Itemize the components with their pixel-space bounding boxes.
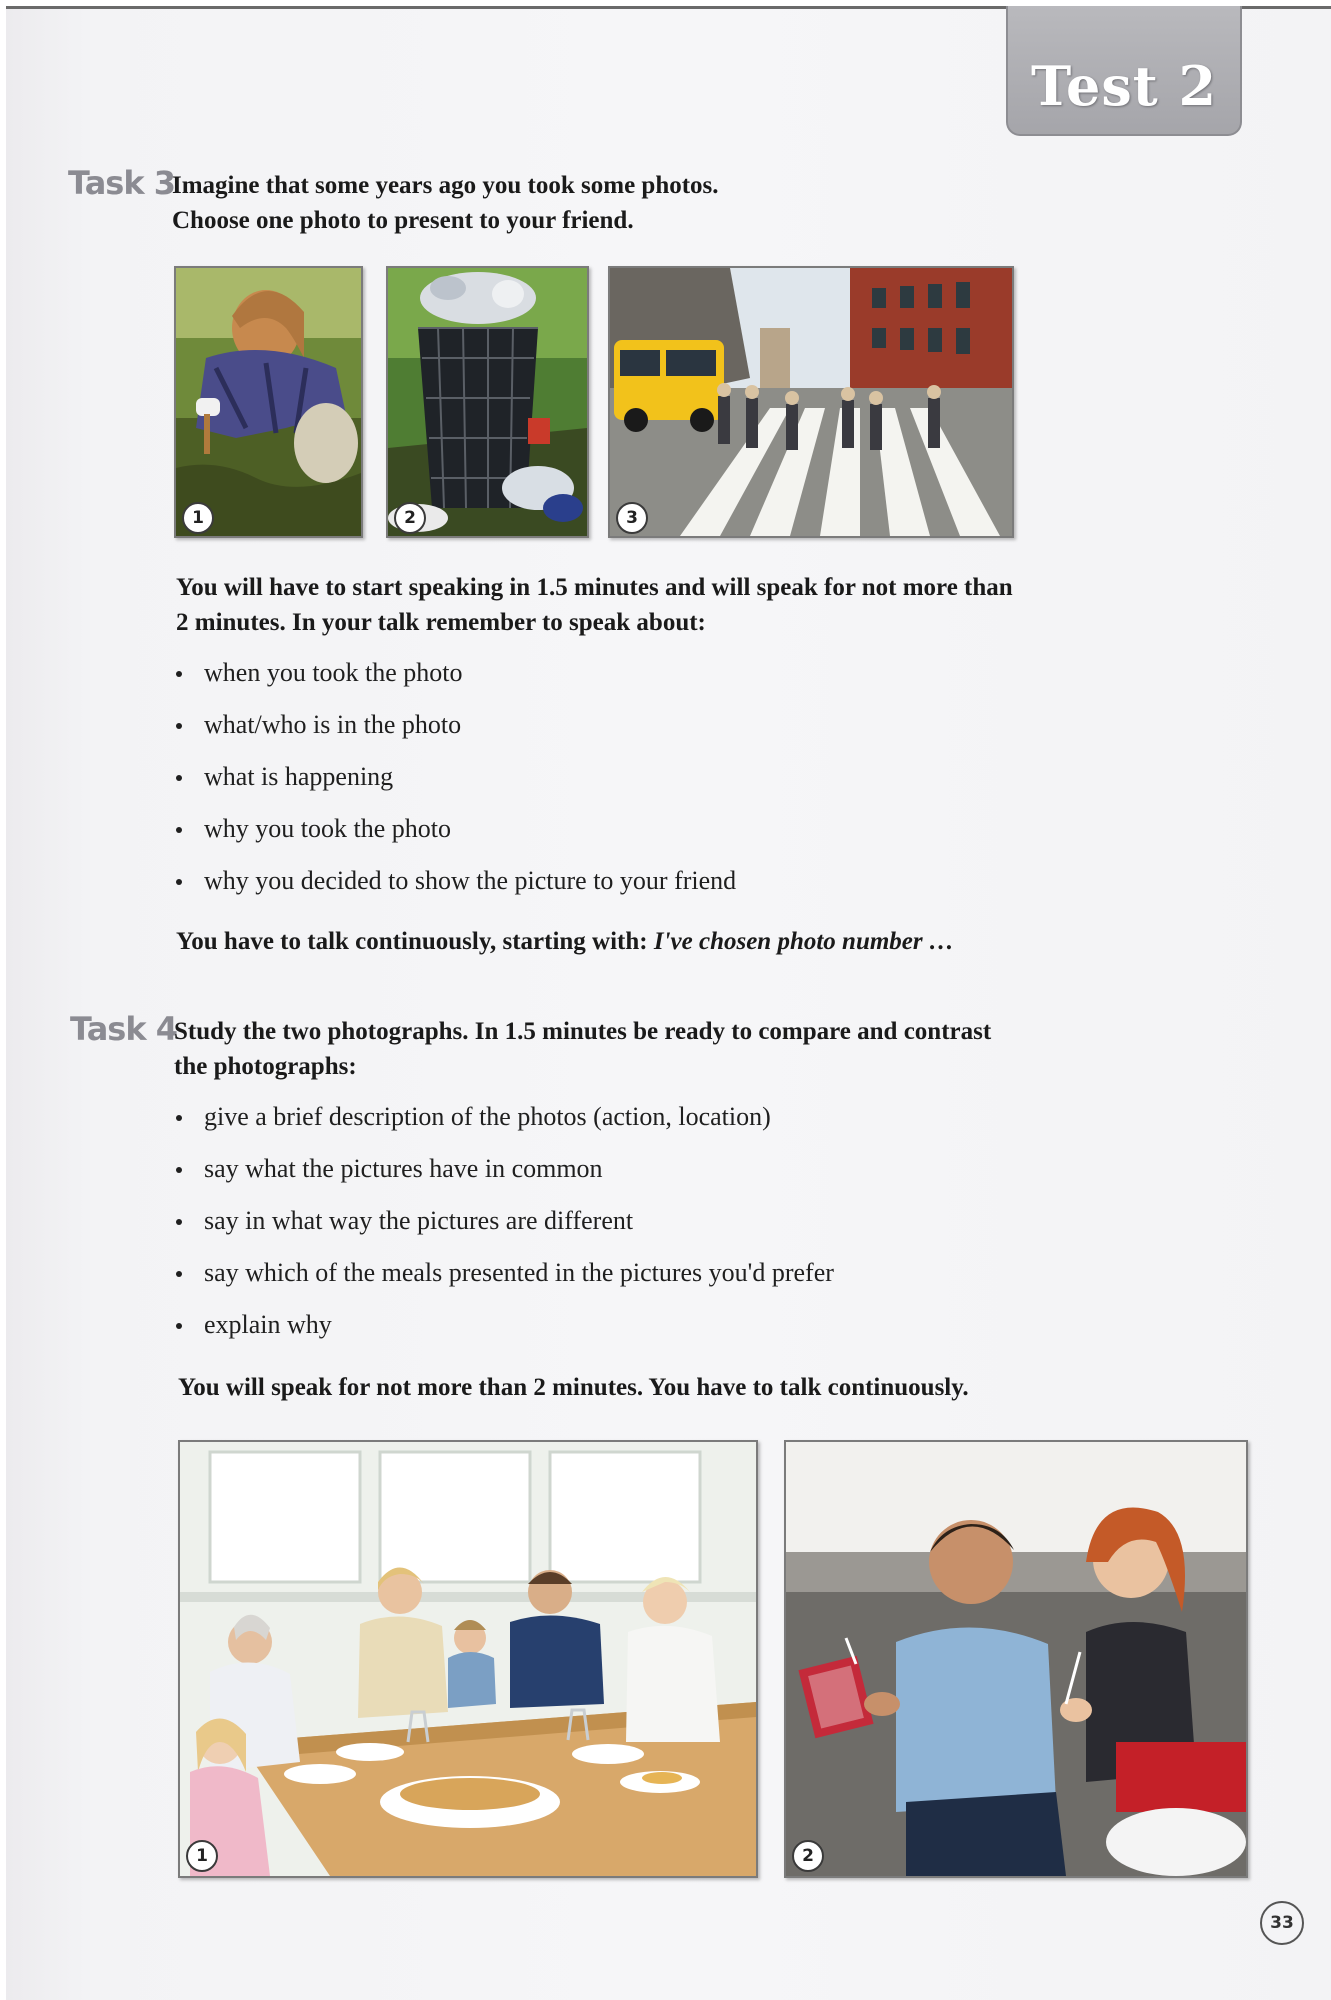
list-item: say in what way the pictures are different [174,1204,834,1256]
task4-instruction-line1: Study the two photographs. In 1.5 minutes be ready to compare and contrast [174,1018,992,1045]
photo-number-badge: 1 [182,502,214,534]
family-dinner-photo-icon [180,1442,756,1876]
task3-photo-2 [386,266,589,538]
gardening-photo-icon [176,268,361,536]
task3-bullet-list [174,656,736,916]
task4-instruction [174,1014,991,1084]
list-item: say what the pictures have in common [174,1152,834,1204]
task3-closing [176,924,954,959]
list-item: what is happening [174,760,736,812]
photo-number-badge: 2 [792,1840,824,1872]
task4-closing: You will speak for not more than 2 minutes. You have to talk continuously. [178,1374,969,1401]
list-item: what/who is in the photo [174,708,736,760]
task3-label: Task 3 [68,164,176,202]
list-item: why you took the photo [174,812,736,864]
rubbish-bin-photo-icon [388,268,587,536]
task3-photo-3 [608,266,1014,538]
list-item: when you took the photo [174,656,736,708]
task4-bullet-list [174,1100,834,1360]
task3-closing-text: You have to talk continuously, starting with: [176,928,654,955]
task3-instruction-line1: Imagine that some years ago you took some photos. [172,172,719,199]
school-crosswalk-photo-icon [610,268,1012,536]
takeaway-couple-photo-icon [786,1442,1246,1876]
test-tab [1006,6,1242,136]
list-item: explain why [174,1308,834,1360]
task3-intro-line1: You will have to start speaking in 1.5 minutes and will speak for not more than [176,574,1013,601]
task3-closing-italic: I've chosen photo number … [653,928,954,955]
textbook-page [6,6,1331,2000]
task4-label: Task 4 [70,1010,178,1048]
test-label: Test 2 [1030,54,1218,118]
page-number: 33 [1260,1901,1304,1945]
task3-intro [176,570,1013,640]
list-item: why you decided to show the picture to your friend [174,864,736,916]
list-item: say which of the meals presented in the pictures you'd prefer [174,1256,834,1308]
task3-instruction-line2: Choose one photo to present to your friend. [172,207,634,234]
list-item: give a brief description of the photos (action, location) [174,1100,834,1152]
photo-number-badge: 3 [616,502,648,534]
photo-number-badge: 1 [186,1840,218,1872]
task3-instruction [172,168,719,238]
task4-instruction-line2: the photographs: [174,1053,357,1080]
task3-photo-1 [174,266,363,538]
task4-photo-2 [784,1440,1248,1878]
photo-number-badge: 2 [394,502,426,534]
task4-photo-1 [178,1440,758,1878]
task3-intro-line2: 2 minutes. In your talk remember to speak about: [176,609,706,636]
